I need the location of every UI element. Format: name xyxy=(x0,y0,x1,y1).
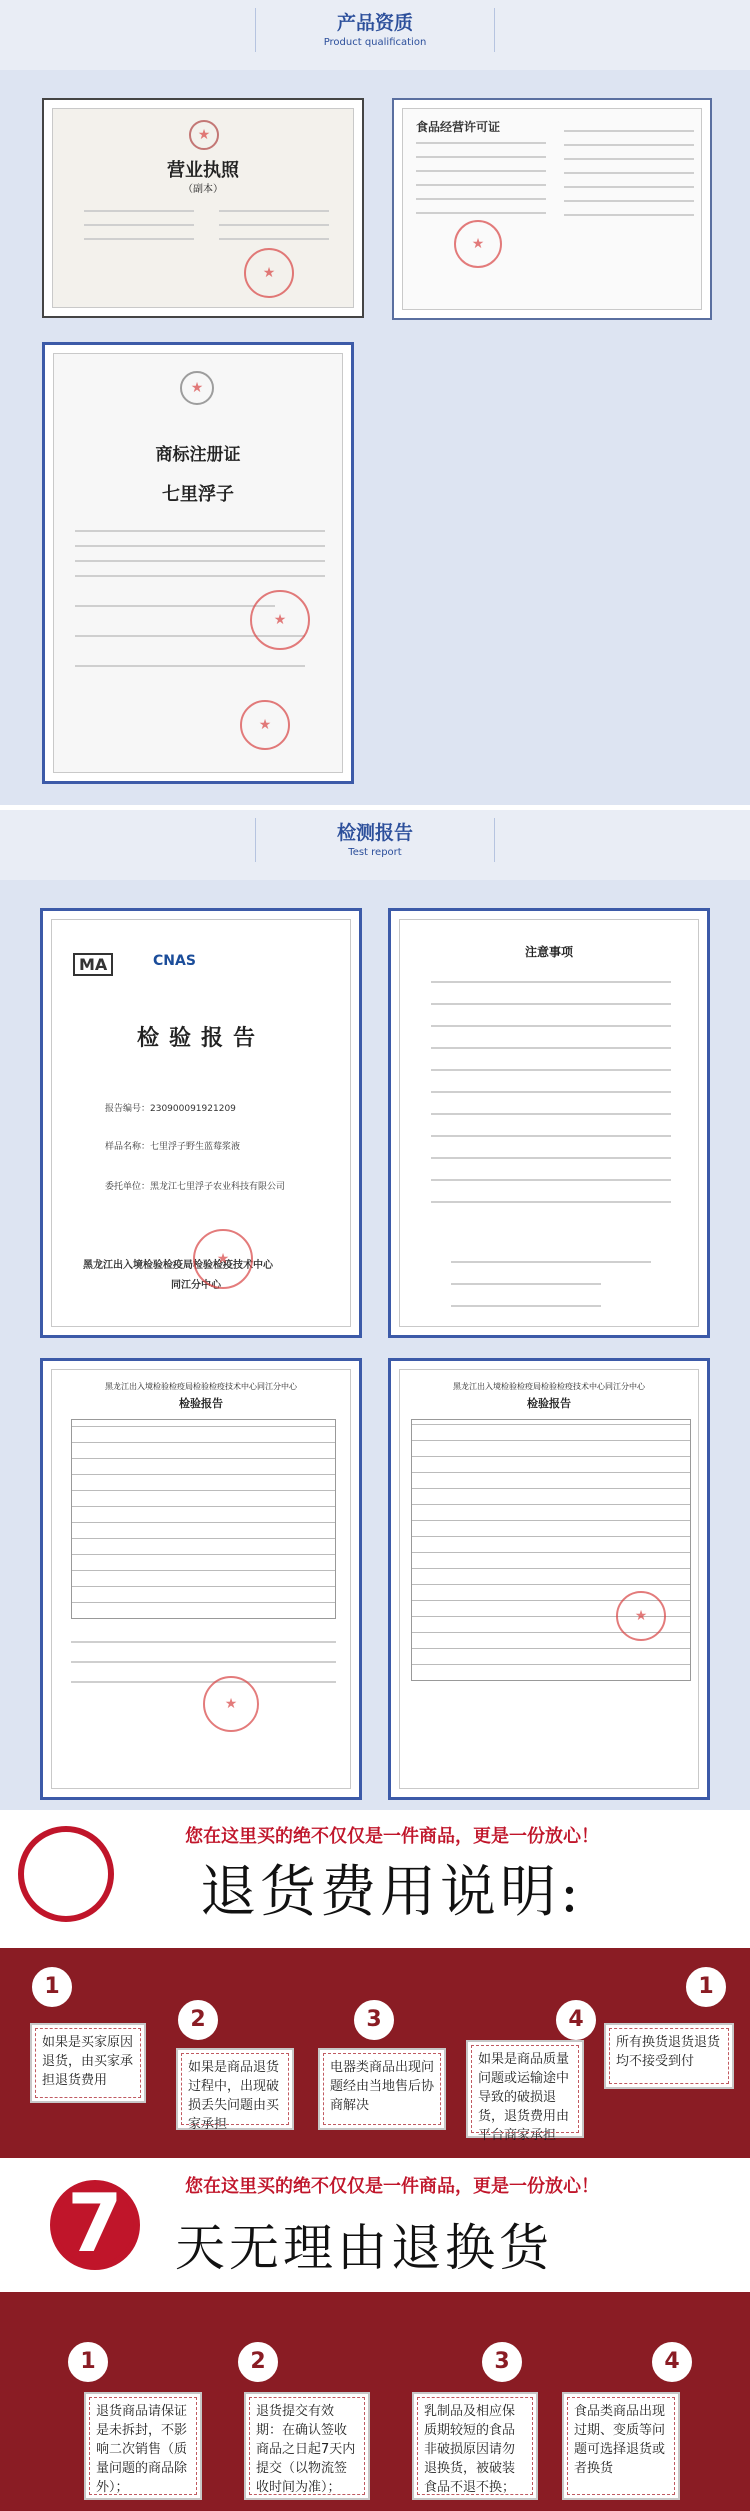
business-license-title: 营业执照 xyxy=(167,160,239,181)
trademark-card xyxy=(42,342,354,784)
trademark-brand: 七里浮子 xyxy=(162,484,234,505)
seven-day-slogan: 您在这里买的绝不仅仅是一件商品，更是一份放心！ xyxy=(185,2176,599,2197)
qualification-title-zh: 产品资质 xyxy=(336,12,413,34)
seven-num-2: 2 xyxy=(236,2340,280,2384)
report-notes-card xyxy=(388,908,710,1338)
report-page2-title: 检验报告 xyxy=(527,1397,571,1410)
cma-logo: MA xyxy=(73,953,113,976)
report-sample: 样品名称：七里浮子野生蓝莓浆液 xyxy=(105,1142,241,1152)
test-report-header xyxy=(0,810,750,880)
license-seal xyxy=(244,248,294,298)
report-cover-title: 检验报告 xyxy=(136,1026,265,1051)
report-page1-table xyxy=(71,1419,336,1619)
food-permit-title: 食品经营许可证 xyxy=(416,120,501,134)
seven-num-1: 1 xyxy=(66,2340,110,2384)
seven-note-4: 食品类商品出现过期、变质等问题可选择退货或者换货 xyxy=(562,2392,680,2500)
trademark-emblem xyxy=(180,371,214,405)
qualification-header xyxy=(0,0,750,70)
trademark-seal-2 xyxy=(240,700,290,750)
report-page2-header: 黑龙江出入境检验检疫局检验检疫技术中心同江分中心 xyxy=(453,1382,645,1391)
refund-note-2: 如果是商品退货过程中，出现破损丢失问题由买家承担 xyxy=(176,2048,294,2130)
report-page1-header: 黑龙江出入境检验检疫局检验检疫技术中心同江分中心 xyxy=(105,1382,297,1391)
trademark-seal xyxy=(250,590,310,650)
seven-num-4: 4 xyxy=(650,2340,694,2384)
report-cover-card xyxy=(40,908,362,1338)
refund-title: 退货费用说明: xyxy=(200,1860,583,1925)
report-page1-card xyxy=(40,1358,362,1800)
refund-slogan: 您在这里买的绝不仅仅是一件商品，更是一份放心！ xyxy=(185,1826,599,1847)
seven-note-3: 乳制品及相应保质期较短的食品非破损原因请勿退换货，被破装食品不退不换； xyxy=(412,2392,538,2500)
refund-note-5: 所有换货退货退货均不接受到付 xyxy=(604,2023,734,2089)
permit-seal xyxy=(454,220,502,268)
seven-day-title: 天无理由退换货 xyxy=(175,2219,553,2277)
trademark-title: 商标注册证 xyxy=(155,445,241,465)
refund-num-4: 4 xyxy=(554,1998,598,2042)
report-page2-table xyxy=(411,1419,691,1681)
report-center: 黑龙江出入境检验检疫局检验检疫技术中心 xyxy=(83,1260,273,1271)
seven-num-3: 3 xyxy=(480,2340,524,2384)
report-seal xyxy=(193,1229,253,1289)
test-report-title-en: Test report xyxy=(348,847,402,858)
report-number: 报告编号：230900091921209 xyxy=(105,1104,236,1114)
report-branch: 同江分中心 xyxy=(171,1280,221,1291)
report-page2-seal xyxy=(616,1591,666,1641)
refund-note-4: 如果是商品质量问题或运输途中导致的破损退货，退货费用由平台商家承担 xyxy=(466,2040,584,2138)
national-emblem xyxy=(189,120,219,150)
business-license-card xyxy=(42,98,364,318)
refund-num-1: 1 xyxy=(30,1965,74,2009)
qualification-title-en: Product qualification xyxy=(323,37,427,48)
test-report-title xyxy=(255,820,495,860)
refund-num-5: 1 xyxy=(684,1965,728,2009)
refund-note-3: 电器类商品出现问题经由当地售后协商解决 xyxy=(318,2048,446,2130)
report-page1-seal xyxy=(203,1676,259,1732)
seven-note-2: 退货提交有效期：在确认签收商品之日起7天内提交（以物流签收时间为准）； xyxy=(244,2392,370,2500)
qualification-title xyxy=(255,10,495,50)
seven-note-1: 退货商品请保证是未拆封，不影响二次销售（质量问题的商品除外）； xyxy=(84,2392,202,2500)
seven-day-number: 7 xyxy=(67,2177,123,2270)
food-permit-card xyxy=(392,98,712,320)
report-client: 委托单位：黑龙江七里浮子农业科技有限公司 xyxy=(105,1182,286,1192)
shop-logo xyxy=(18,1826,114,1922)
refund-num-2: 2 xyxy=(176,1998,220,2042)
business-license-sub: （副本） xyxy=(183,184,223,195)
report-notes-title: 注意事项 xyxy=(524,945,573,959)
refund-note-1: 如果是买家原因退货，由买家承担退货费用 xyxy=(30,2023,146,2103)
report-page2-card xyxy=(388,1358,710,1800)
test-report-title-zh: 检测报告 xyxy=(336,822,413,844)
refund-num-3: 3 xyxy=(352,1998,396,2042)
report-page1-title: 检验报告 xyxy=(179,1397,223,1410)
cnas-logo: CNAS xyxy=(153,953,196,969)
